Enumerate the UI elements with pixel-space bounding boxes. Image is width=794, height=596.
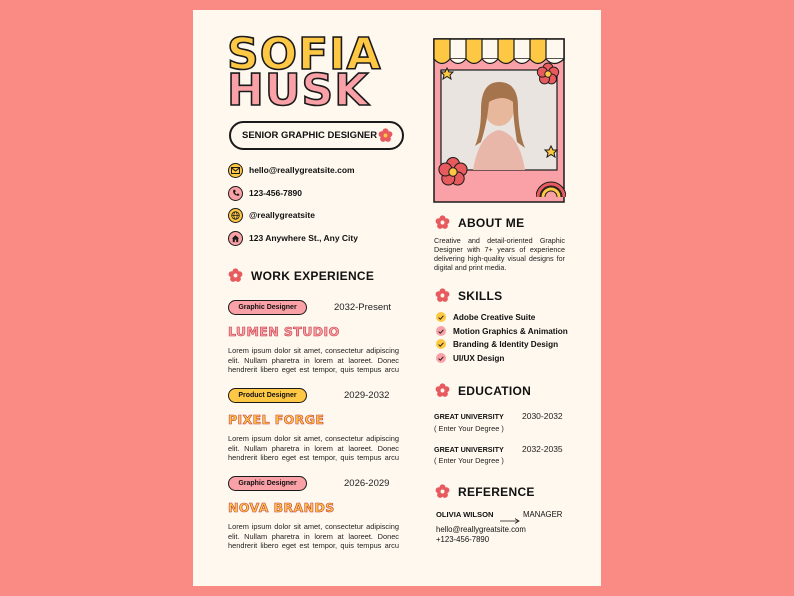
- first-name: SOFIA: [227, 29, 382, 80]
- contact-website-text: @reallygreatsite: [249, 210, 315, 220]
- phone-icon: [228, 186, 243, 201]
- flower-icon: [435, 383, 450, 398]
- education-dates: 2030-2032: [522, 411, 563, 421]
- education-school: GREAT UNIVERSITY: [434, 412, 504, 421]
- home-icon: [228, 231, 243, 246]
- last-name: HUSK: [227, 65, 370, 116]
- job-title: SENIOR GRAPHIC DESIGNER: [242, 130, 378, 141]
- skill-item: Motion Graphics & Animation: [436, 325, 568, 337]
- flower-icon: [378, 128, 393, 153]
- job-dates: 2026-2029: [344, 478, 390, 489]
- education-school: GREAT UNIVERSITY: [434, 445, 504, 454]
- education-dates: 2032-2035: [522, 444, 563, 454]
- about-heading: ABOUT ME: [435, 215, 524, 230]
- resume-page: [193, 10, 601, 586]
- contact-phone[interactable]: [228, 185, 302, 201]
- rainbow-icon: [536, 178, 566, 203]
- work-experience-heading: WORK EXPERIENCE: [228, 268, 374, 283]
- job-role-badge: Product Designer: [228, 388, 307, 403]
- contact-website[interactable]: [228, 207, 315, 223]
- globe-icon: [228, 208, 243, 223]
- about-text: Creative and detail-oriented Graphic Designer with 7+ years of experience delivering high-quality visual designs for digital and print media.: [434, 236, 565, 272]
- check-icon: [436, 353, 446, 363]
- contact-address-text: 123 Anywhere St., Any City: [249, 233, 358, 243]
- skill-item: UI/UX Design: [436, 352, 504, 364]
- contact-email[interactable]: [228, 162, 355, 178]
- contact-email-text: hello@reallygreatsite.com: [249, 165, 355, 175]
- skill-item: Adobe Creative Suite: [436, 311, 535, 323]
- reference-name: OLIVIA WILSON: [436, 510, 494, 519]
- mail-icon: [228, 163, 243, 178]
- skill-item: Branding & Identity Design: [436, 338, 558, 350]
- job-title-pill: [229, 121, 404, 150]
- check-icon: [436, 339, 446, 349]
- education-heading: EDUCATION: [435, 383, 531, 398]
- check-icon: [436, 326, 446, 336]
- company-name: NOVA BRANDS: [228, 500, 335, 515]
- reference-role: MANAGER: [523, 510, 563, 519]
- job-role-badge: Graphic Designer: [228, 300, 307, 315]
- job-dates: 2029-2032: [344, 390, 390, 401]
- education-degree: ( Enter Your Degree ): [434, 424, 504, 433]
- job-role-badge: Graphic Designer: [228, 476, 307, 491]
- skills-heading: SKILLS: [435, 288, 502, 303]
- job-description: Lorem ipsum dolor sit amet, consectetur adipiscing elit. Nullam pharetra in lorem at laoreet. Donec hendrerit libero eget est tempor, quis tempus arcu: [228, 522, 399, 551]
- check-icon: [436, 312, 446, 322]
- contact-phone-text: 123-456-7890: [249, 188, 302, 198]
- flower-icon: [435, 288, 450, 303]
- flower-icon: [435, 215, 450, 230]
- flower-icon: [228, 268, 243, 283]
- job-description: Lorem ipsum dolor sit amet, consectetur adipiscing elit. Nullam pharetra in lorem at laoreet. Donec hendrerit libero eget est tempor, quis tempus arcu: [228, 346, 399, 375]
- reference-email[interactable]: hello@reallygreatsite.com: [436, 525, 526, 534]
- reference-heading: REFERENCE: [435, 484, 535, 499]
- company-name: LUMEN STUDIO: [228, 324, 340, 339]
- company-name: PIXEL FORGE: [228, 412, 325, 427]
- reference-phone[interactable]: +123-456-7890: [436, 535, 490, 544]
- job-description: Lorem ipsum dolor sit amet, consectetur adipiscing elit. Nullam pharetra in lorem at laoreet. Donec hendrerit libero eget est tempor, quis tempus arcu: [228, 434, 399, 463]
- flower-icon: [435, 484, 450, 499]
- job-dates: 2032-Present: [334, 302, 392, 313]
- contact-address: [228, 230, 358, 246]
- education-degree: ( Enter Your Degree ): [434, 456, 504, 465]
